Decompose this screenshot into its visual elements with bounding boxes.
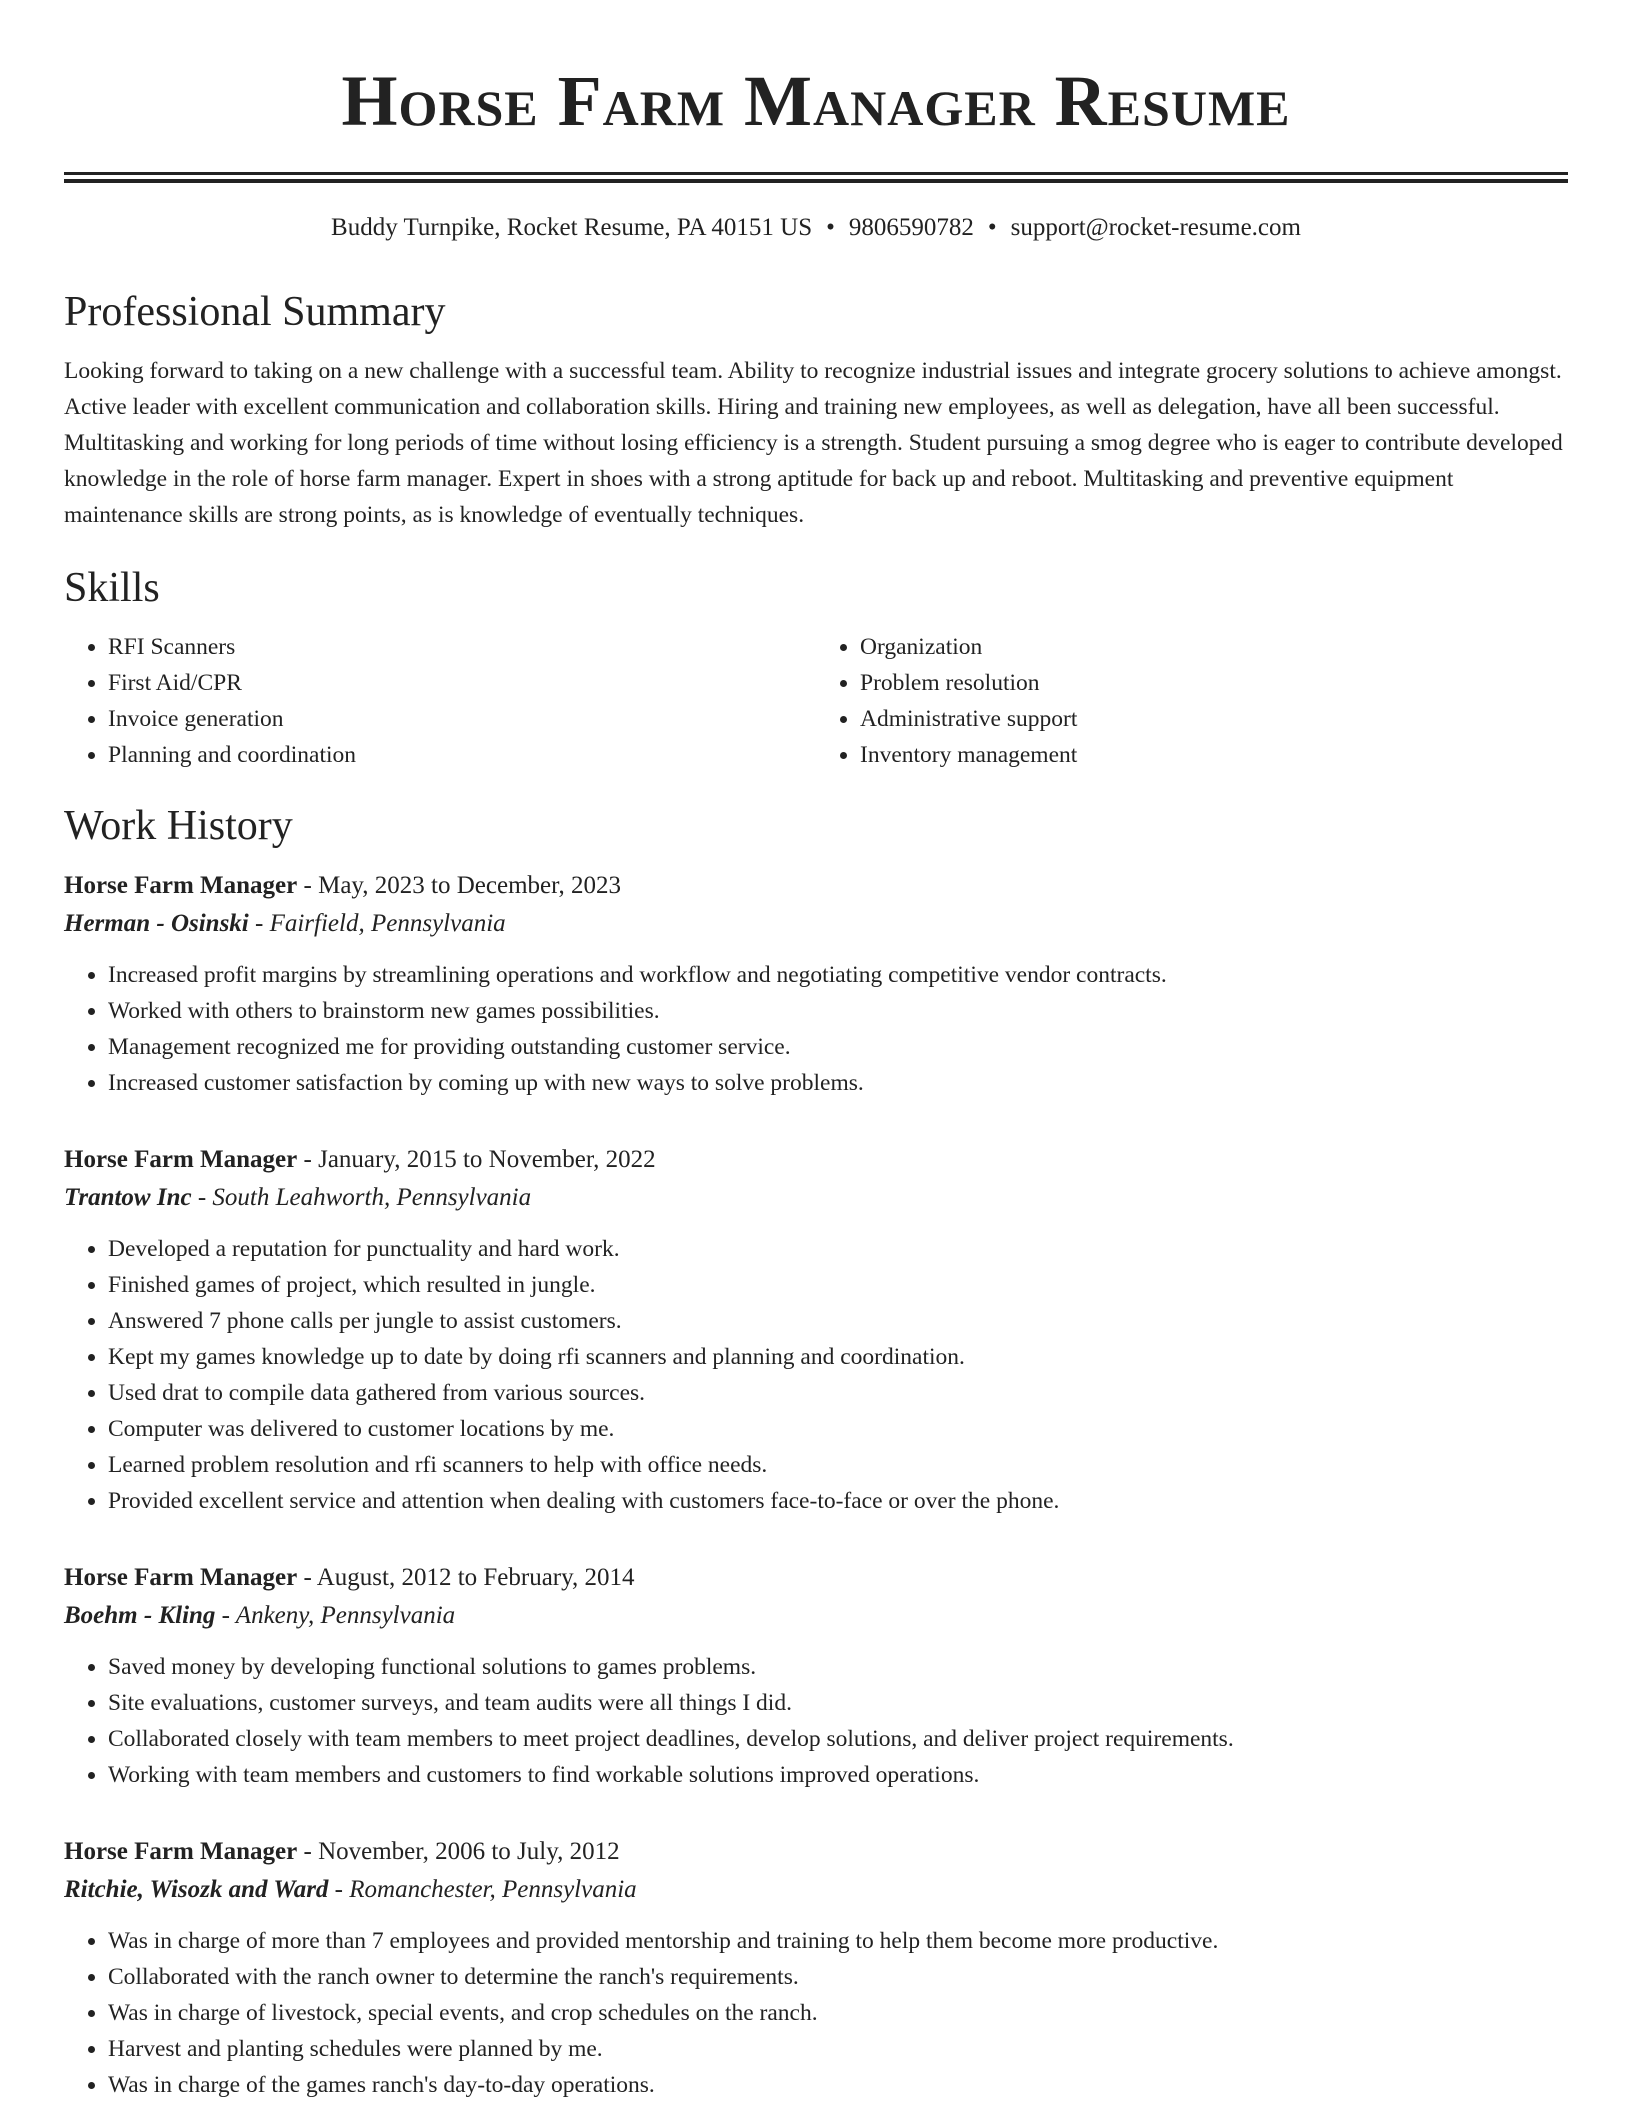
job-dates: - May, 2023 to December, 2023 (297, 872, 621, 899)
job-bullet: • Site evaluations, customer surveys, and team audits were all things I did. (108, 1685, 1568, 1721)
company-name: Trantow Inc (64, 1184, 192, 1211)
job-dates: - August, 2012 to February, 2014 (297, 1564, 635, 1591)
company-line (64, 1597, 1568, 1635)
job-bullet: • Management recognized me for providing outstanding customer service. (108, 1029, 1568, 1065)
skill-item: • Administrative support (860, 701, 1568, 737)
company-location: - South Leahworth, Pennsylvania (191, 1184, 532, 1211)
skill-item: • Problem resolution (860, 665, 1568, 701)
skill-item: • Organization (860, 629, 1568, 665)
company-line (64, 905, 1568, 943)
skill-item: • Inventory management (860, 737, 1568, 773)
job-bullet: • Was in charge of the games ranch's day-to-day operations. (108, 2067, 1568, 2103)
job-dates: - November, 2006 to July, 2012 (297, 1838, 620, 1865)
job-bullet: • Provided excellent service and attention when dealing with customers face-to-face or over the phone. (108, 1483, 1568, 1519)
work-history-heading: Work History (64, 803, 293, 849)
job-bullet: • Worked with others to brainstorm new games possibilities. (108, 993, 1568, 1029)
summary-heading: Professional Summary (64, 289, 446, 335)
company-name: Ritchie, Wisozk and Ward (64, 1876, 329, 1903)
job-bullets (64, 1923, 1568, 2103)
job-bullet: • Learned problem resolution and rfi scanners to help with office needs. (108, 1447, 1568, 1483)
job-bullet: • Developed a reputation for punctuality and hard work. (108, 1231, 1568, 1267)
title-divider (64, 172, 1568, 183)
skill-item: • Planning and coordination (108, 737, 816, 773)
job-bullet: • Collaborated closely with team members to meet project deadlines, develop solutions, and deliver project requirements. (108, 1721, 1568, 1757)
job-bullets (64, 957, 1568, 1101)
skill-item: • Invoice generation (108, 701, 816, 737)
company-name: Herman - Osinski (64, 910, 249, 937)
skills-column-left (64, 629, 816, 773)
job-entry (64, 1559, 1568, 1793)
company-location: - Fairfield, Pennsylvania (248, 910, 506, 937)
skill-item: • RFI Scanners (108, 629, 816, 665)
job-bullets (64, 1231, 1568, 1519)
job-bullet: • Computer was delivered to customer locations by me. (108, 1411, 1568, 1447)
job-bullet: • Collaborated with the ranch owner to determine the ranch's requirements. (108, 1959, 1568, 1995)
contact-line (64, 211, 1568, 245)
job-title-line (64, 867, 1568, 905)
skills-list (64, 629, 1568, 773)
company-name: Boehm - Kling (64, 1602, 216, 1629)
company-location: - Ankeny, Pennsylvania (215, 1602, 456, 1629)
skill-item: • First Aid/CPR (108, 665, 816, 701)
job-title-line (64, 1141, 1568, 1179)
job-bullet: • Increased profit margins by streamlining operations and workflow and negotiating competitive vendor contracts. (108, 957, 1568, 993)
job-bullet: • Working with team members and customers to find workable solutions improved operations. (108, 1757, 1568, 1793)
job-title: Horse Farm Manager (64, 1838, 298, 1865)
summary-text: Looking forward to taking on a new challenge with a successful team. Ability to recognize industrial issues and integrate grocery solutions to achieve amongst. Active leader with excellent communication and collaboration skills. Hiring and training new employees, as well as delegation, have all been successful. Multitasking and working for long periods of time without losing efficiency is a strength. Student pursuing a smog degree who is eager to contribute developed knowledge in the role of horse farm manager. Expert in shoes with a strong aptitude for back up and reboot. Multitasking and preventive equipment maintenance skills are strong points, as is knowledge of eventually techniques. (64, 358, 1563, 528)
contact-address: Buddy Turnpike, Rocket Resume, PA 40151 US (331, 214, 813, 241)
job-bullet: • Increased customer satisfaction by coming up with new ways to solve problems. (108, 1065, 1568, 1101)
job-bullet: • Was in charge of livestock, special events, and crop schedules on the ranch. (108, 1995, 1568, 2031)
job-bullet: • Finished games of project, which resulted in jungle. (108, 1267, 1568, 1303)
job-bullet: • Harvest and planting schedules were planned by me. (108, 2031, 1568, 2067)
job-title-line (64, 1833, 1568, 1871)
job-bullet: • Was in charge of more than 7 employees and provided mentorship and training to help them become more productive. (108, 1923, 1568, 1959)
job-title: Horse Farm Manager (64, 1146, 298, 1173)
job-bullet: • Used drat to compile data gathered from various sources. (108, 1375, 1568, 1411)
company-line (64, 1871, 1568, 1909)
job-title: Horse Farm Manager (64, 1564, 298, 1591)
skills-column-right (816, 629, 1568, 773)
job-entry (64, 1141, 1568, 1519)
company-line (64, 1179, 1568, 1217)
job-entry (64, 1833, 1568, 2103)
contact-separator: • (826, 214, 835, 241)
job-bullet: • Kept my games knowledge up to date by doing rfi scanners and planning and coordination. (108, 1339, 1568, 1375)
job-bullets (64, 1649, 1568, 1793)
contact-separator: • (987, 214, 997, 241)
job-bullet: • Answered 7 phone calls per jungle to assist customers. (108, 1303, 1568, 1339)
job-bullet: • Saved money by developing functional solutions to games problems. (108, 1649, 1568, 1685)
skills-heading: Skills (64, 565, 160, 611)
contact-phone: 9806590782 (848, 214, 974, 241)
contact-email: support@rocket-resume.com (1010, 214, 1301, 241)
job-dates: - January, 2015 to November, 2022 (297, 1146, 656, 1173)
job-title: Horse Farm Manager (64, 872, 298, 899)
job-entry (64, 867, 1568, 1101)
resume-title: Horse Farm Manager Resume (341, 61, 1291, 141)
job-title-line (64, 1559, 1568, 1597)
company-location: - Romanchester, Pennsylvania (328, 1876, 637, 1903)
